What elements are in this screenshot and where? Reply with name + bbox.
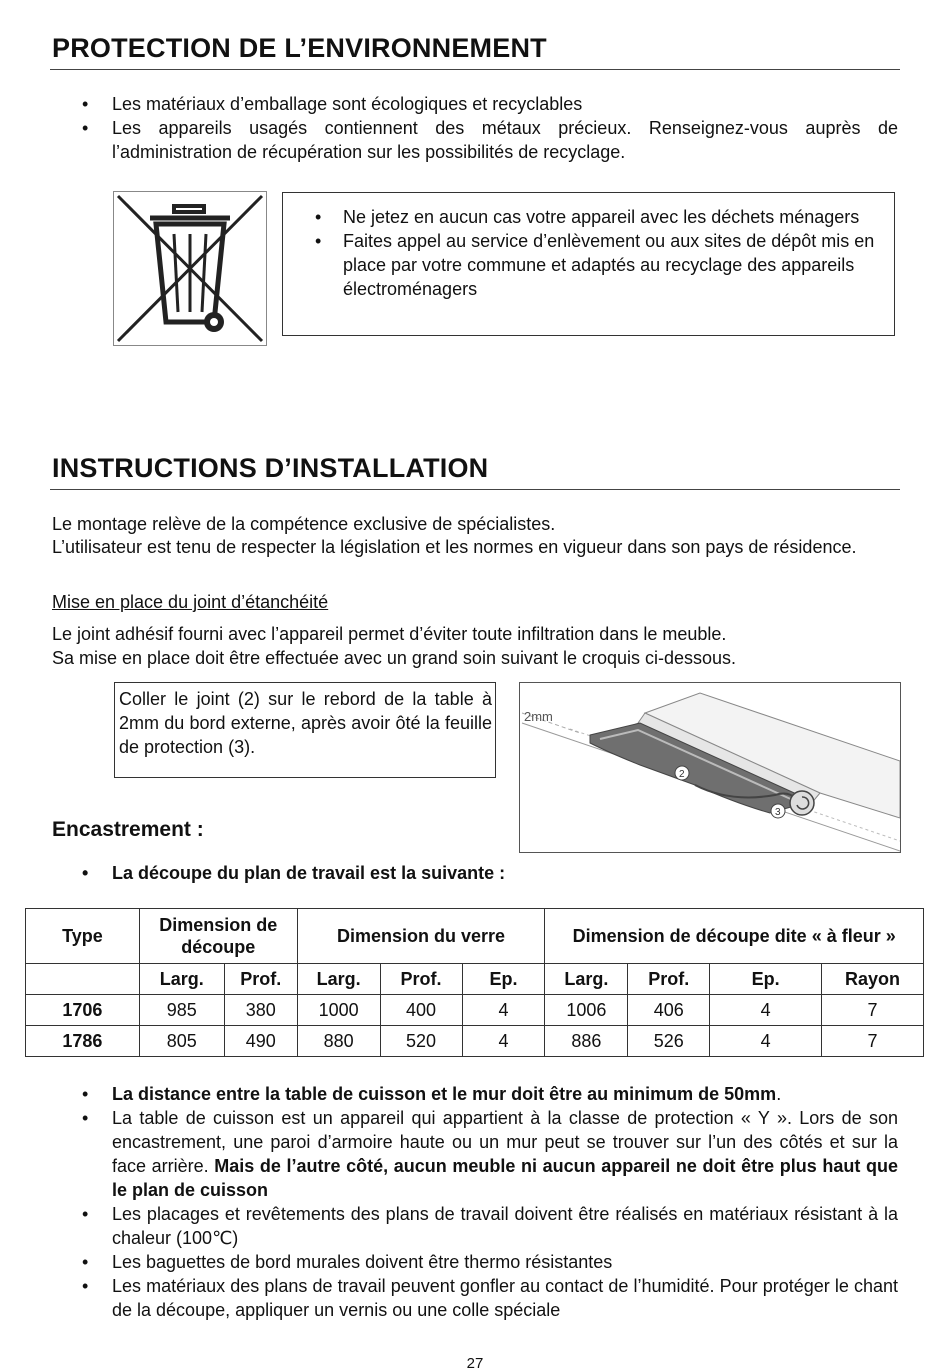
diagram-label-3: 3 [775,807,781,818]
subheader-cell: Larg. [297,964,380,995]
encastrement-lead [52,861,898,885]
subheader-cell: Prof. [224,964,297,995]
table-cell: 4 [462,995,545,1026]
header-type: Type [26,909,140,964]
table-cell-type: 1706 [26,995,140,1026]
table-cell: 880 [297,1026,380,1057]
subheader-cell: Ep. [462,964,545,995]
joint-line-1: Le joint adhésif fourni avec l’appareil permet d’éviter toute infiltration dans le meuble. [52,624,727,644]
installation-bullets [52,1082,898,1322]
table-cell: 985 [139,995,224,1026]
subheader-cell: Larg. [545,964,628,995]
bullet1-bold: La distance entre la table de cuisson et le mur doit être au minimum de 50mm [112,1084,777,1104]
list-item: • Les placages et revêtements des plans de travail doivent être réalisés en matériaux résistant à la chaleur (100℃) [52,1202,898,1250]
environment-bullets [52,92,898,164]
header-fleur: Dimension de découpe dite « à fleur » [545,909,924,964]
cutout-dimensions-table [25,908,924,1057]
table-cell: 805 [139,1026,224,1057]
bullet1-tail: . [776,1084,782,1104]
list-item: • Faites appel au service d’enlèvement ou aux sites de dépôt mis en place par votre commune et adaptés au recyclage des appareils électroménagers [283,229,888,301]
list-item: • La découpe du plan de travail est la suivante : [52,861,898,885]
seal-diagram [519,682,901,853]
diagram-label-2: 2 [679,769,685,780]
encastrement-title: Encastrement : [52,818,204,841]
table-cell: 380 [224,995,297,1026]
diagram-label-2mm: 2mm [524,709,553,724]
list-item: • Les matériaux d’emballage sont écologiques et recyclables [52,92,898,116]
table-cell: 7 [822,995,924,1026]
header-decoupe: Dimension de découpe [139,909,297,964]
intro-line-1: Le montage relève de la compétence exclusive de spécialistes. [52,514,556,534]
section-title-environment: PROTECTION DE L’ENVIRONNEMENT [52,33,547,63]
table-cell: 886 [545,1026,628,1057]
subheader-cell: Prof. [628,964,710,995]
table-cell: 7 [822,1026,924,1057]
joint-instruction-text: Coller le joint (2) sur le rebord de la table à 2mm du bord externe, après avoir ôté la feuille de protection (3). [119,689,492,757]
joint-instruction-box [114,682,496,778]
subheader-cell: Larg. [139,964,224,995]
title-rule [50,69,900,70]
bullet2-bold: Mais de l’autre côté, aucun meuble ni aucun appareil ne doit être plus haut que le plan de cuisson [112,1156,898,1200]
table-cell: 400 [380,995,462,1026]
table-row [26,1026,924,1057]
table-subheader-row [26,964,924,995]
table-cell: 4 [710,995,822,1026]
table-cell: 526 [628,1026,710,1057]
section-title-installation: INSTRUCTIONS D’INSTALLATION [52,453,489,483]
title-rule [50,489,900,490]
list-item [52,1106,898,1202]
page-number: 27 [466,1355,484,1372]
table-cell: 1006 [545,995,628,1026]
table-cell: 520 [380,1026,462,1057]
table-cell-type: 1786 [26,1026,140,1057]
subheading-joint: Mise en place du joint d’étanchéité [52,592,329,612]
bullet2-plain: La table de cuisson est un appareil qui appartient à la classe de protection « Y ». Lors de son encastrement, une paroi d’armoire haute ou un mur peut se trouver sur l’un des côtés et sur la face arrière. [112,1108,898,1176]
table-cell: 4 [710,1026,822,1057]
weee-bin-icon [113,191,267,346]
intro-line-2: L’utilisateur est tenu de respecter la législation et les normes en vigueur dans son pays de résidence. [52,537,857,557]
list-item: • Les baguettes de bord murales doivent être thermo résistantes [52,1250,898,1274]
list-item: • Les appareils usagés contiennent des métaux précieux. Renseignez-vous auprès de l’administration de récupération sur les possibilités de recyclage. [52,116,898,164]
subheader-cell: Ep. [710,964,822,995]
list-item: • Ne jetez en aucun cas votre appareil avec les déchets ménagers [283,205,888,229]
table-cell: 1000 [297,995,380,1026]
list-item [52,1082,898,1106]
table-cell: 406 [628,995,710,1026]
table-header-row [26,909,924,964]
joint-line-2: Sa mise en place doit être effectuée avec un grand soin suivant le croquis ci-dessous. [52,648,737,668]
header-empty [26,964,140,995]
subheader-cell: Prof. [380,964,462,995]
disposal-box [282,192,895,336]
header-verre: Dimension du verre [297,909,545,964]
table-row [26,995,924,1026]
list-item: • Les matériaux des plans de travail peuvent gonfler au contact de l’humidité. Pour protéger le chant de la découpe, appliquer un vernis ou une colle spéciale [52,1274,898,1322]
table-cell: 490 [224,1026,297,1057]
table-cell: 4 [462,1026,545,1057]
subheader-cell: Rayon [822,964,924,995]
